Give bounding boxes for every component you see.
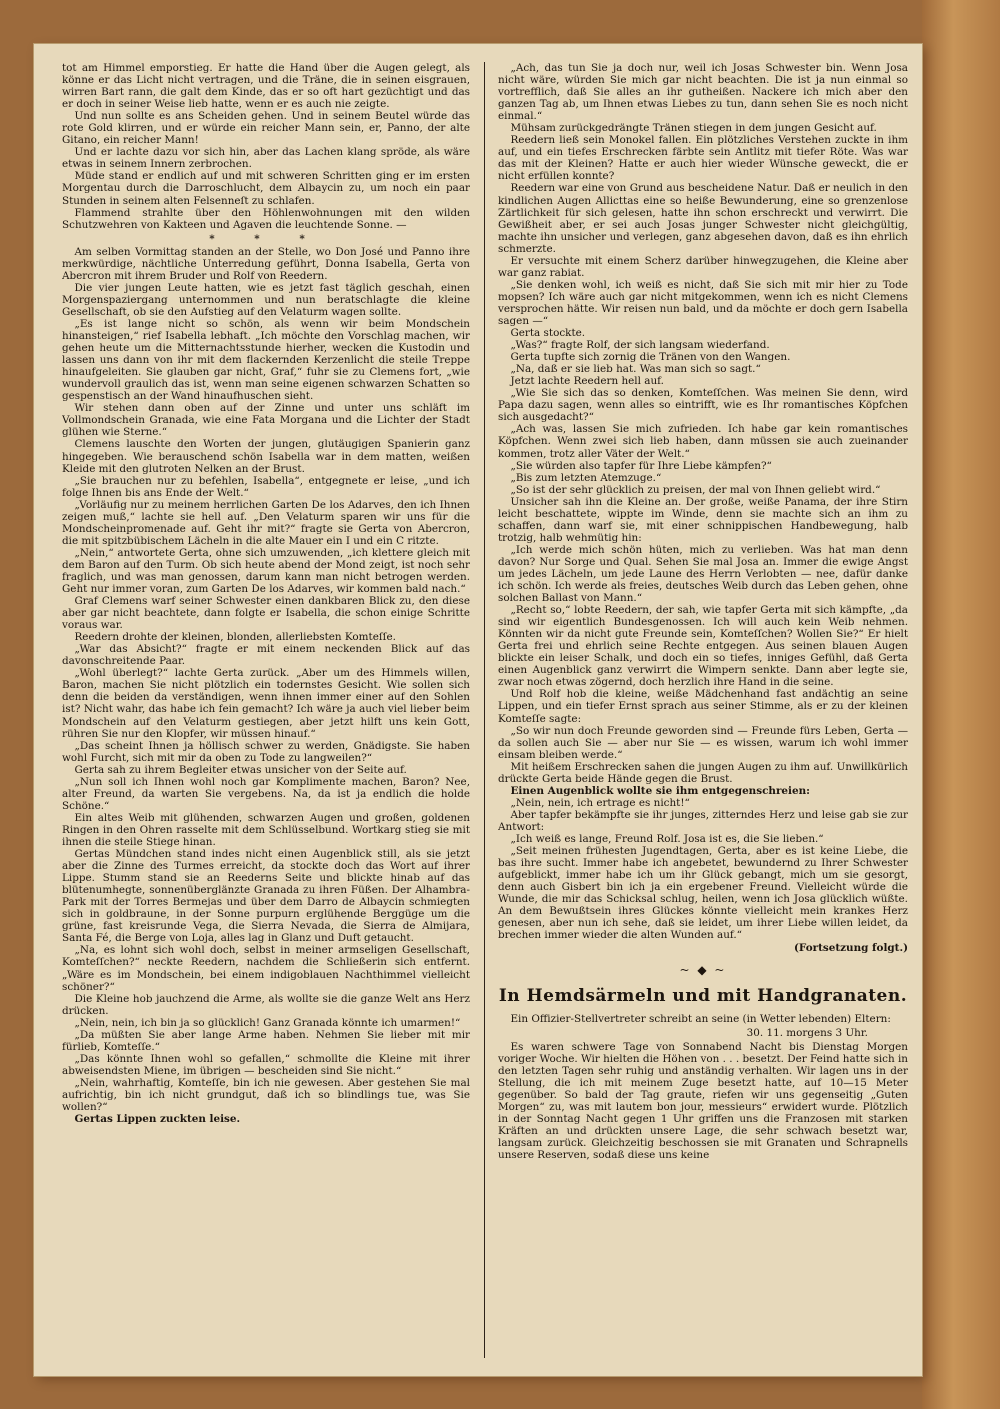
paragraph: „Das könnte Ihnen wohl so gefallen,“ schmollte die Kleine mit ihrer abweisendsten Miene, im übrigen — bescheiden sind Sie nicht.“	[62, 1052, 470, 1077]
paragraph: Und nun sollte es ans Scheiden gehen. Und in seinem Beutel würde das rote Gold klirren, und er würde ein reicher Mann sein, er, Panno, der alte Gitano, ein reicher Mann!	[62, 110, 470, 147]
paragraph: „Nun soll ich Ihnen wohl noch gar Komplimente machen, Baron? Nee, alter Freund, da warten Sie vergebens. Na, da ist ja endlich die holde Schöne.“	[62, 775, 470, 812]
paragraph: Unsicher sah ihn die Kleine an. Der große, weiße Panama, der ihre Stirn leicht beschattete, wippte im Winde, denn sie machte sich an ihm zu schaffen, dann warf sie, mit einer schnippischen Handbewegung, halb trotzig, halb wehmütig hin:	[498, 495, 908, 544]
paragraph: Graf Clemens warf seiner Schwester einen dankbaren Blick zu, den diese aber gar nicht beachtete, dann folgte er Isabella, die schon einige Schritte voraus war.	[62, 595, 470, 632]
paragraph: „So wir nun doch Freunde geworden sind — Freunde fürs Leben, Gerta — da sollen auch Sie — aber nur Sie — es wissen, warum ich wohl immer einsam bleiben werde.“	[498, 724, 908, 761]
paragraph: tot am Himmel emporstieg. Er hatte die Hand über die Augen gelegt, als könne er das Licht nicht vertragen, und die Träne, die in seinen eisgrauen, wirren Bart rann, die galt dem Kinde, das er so oft hart gezüchtigt und das er doch in seiner Weise lieb hatte, wenn er es auch nie zeigte.	[62, 62, 470, 111]
article-dateline: 30. 11. morgens 3 Uhr.	[746, 1026, 868, 1039]
paragraph: „Sie brauchen nur zu befehlen, Isabella“, entgegnete er leise, „und ich folge Ihnen bis ans Ende der Welt.“	[62, 474, 470, 499]
paragraph: Am selben Vormittag standen an der Stelle, wo Don José und Panno ihre merkwürdige, nächtliche Unterredung geführt, Donna Isabella, Gerta von Abercron mit ihrem Bruder und Rolf von Reedern.	[62, 245, 470, 282]
continuation-note: (Fortsetzung folgt.)	[793, 942, 908, 955]
paragraph: Die vier jungen Leute hatten, wie es jetzt fast täglich geschah, einen Morgenspaziergang unternommen und nun beratschlagte die kleine Gesellschaft, ob sie den Aufstieg auf den Velaturm wagen sollte.	[62, 281, 470, 318]
article-headline: In Hemdsärmeln und mit Handgranaten.	[498, 985, 908, 1006]
paragraph: „Wie Sie sich das so denken, Komteſſchen. Was meinen Sie denn, wird Papa dazu sagen, wenn alles so eintrifft, wie es Ihr romantisches Köpfchen sich ausgedacht?“	[498, 387, 908, 424]
paragraph: Clemens lauschte den Worten der jungen, glutäugigen Spanierin ganz hingegeben. Wie berauschend schön Isabella war in dem matten, weißen Kleide mit den glutroten Nelken an der Brust.	[62, 438, 470, 475]
section-ornament: ~ ◆ ~	[679, 963, 727, 978]
paragraph: Reedern ließ sein Monokel fallen. Ein plötzliches Verstehen zuckte in ihm auf, und ein tiefes Erschrecken färbte sein Antlitz mit tiefer Röte. Was war das mit der Kleinen? Hatte er auch hier wieder Wünsche geweckt, die er nicht erfüllen konnte?	[498, 134, 908, 183]
paragraph: Er versuchte mit einem Scherz darüber hinwegzugehen, die Kleine aber war ganz rabiat.	[498, 254, 908, 279]
paragraph: Gerta stockte.	[510, 327, 586, 340]
paragraph: „Ach, das tun Sie ja doch nur, weil ich Josas Schwester bin. Wenn Josa nicht wäre, würden Sie mich gar nicht beachten. Die ist ja nun einmal so vortrefflich, daß Sie alles an ihr gutheißen. Nackere ich mich aber den ganzen Tag ab, um Ihnen etwas Liebes zu tun, dann sehen Sie es noch nicht einmal.“	[498, 62, 908, 123]
paragraph: „Das scheint Ihnen ja höllisch schwer zu werden, Gnädigste. Sie haben wohl Furcht, sich mit mir da oben zu Tode zu langweilen?“	[62, 739, 470, 764]
paragraph: „Sie würden also tapfer für Ihre Liebe kämpfen?“	[510, 459, 772, 472]
paragraph: „Na, es lohnt sich wohl doch, selbst in meiner armseligen Gesellschaft, Komteſſchen?“ neckte Reedern, nachdem die Schließerin sich entfernt. „Wäre es im Mondschein, bei einem indigoblauen Nachthimmel vielleicht schöner?“	[62, 944, 470, 993]
paragraph: „Nein, nein, ich bin ja so glücklich! Ganz Granada könnte ich umarmen!“	[74, 1016, 461, 1029]
paragraph: „Nein, nein, ich ertrage es nicht!“	[510, 796, 690, 809]
paragraph: Gerta sah zu ihrem Begleiter etwas unsicher von der Seite auf.	[74, 763, 407, 776]
paragraph: Und er lachte dazu vor sich hin, aber das Lachen klang spröde, als wäre etwas in seinem Innern zerbrochen.	[62, 146, 470, 171]
paragraph: „Wohl überlegt?“ lachte Gerta zurück. „Aber um des Himmels willen, Baron, machen Sie nicht plötzlich ein todernstes Gesicht. Wie sollen sich denn die beiden da verständigen, wenn ihnen immer einer auf den Sohlen ist? Nicht wahr, das habe ich fein gemacht? Ich wäre ja auch viel lieber beim Mondschein auf den Velaturm gestiegen, aber jetzt hilft uns kein Gott, rühren Sie nur den Klopfer, wir müssen hinauf.“	[62, 667, 470, 740]
paragraph: Reedern drohte der kleinen, blonden, allerliebsten Komteſſe.	[74, 631, 396, 644]
column-divider	[484, 62, 485, 1358]
paragraph: „Ach was, lassen Sie mich zufrieden. Ich habe gar kein romantisches Köpfchen. Wenn zwei sich lieb haben, dann müssen sie auch zueinander kommen, trotz aller Väter der Welt.“	[498, 423, 908, 460]
paragraph: „Vorläufig nur zu meinem herrlichen Garten De los Adarves, den ich Ihnen zeigen muß,“ lachte sie hell auf. „Den Velaturm sparen wir uns für die Mondscheinpromenade auf. Geht ihr mit?“ fragte sie Gerta von Abercron, die mit spitzbübischem Lächeln in die alte Mauer ein I und ein C ritzte.	[62, 498, 470, 547]
paragraph: Und Rolf hob die kleine, weiße Mädchenhand fast andächtig an seine Lippen, und ein tiefer Ernst sprach aus seiner Stimme, als er zu der kleinen Komteſſe sagte:	[498, 688, 908, 725]
paragraph: Mühsam zurückgedrängte Tränen stiegen in dem jungen Gesicht auf.	[510, 122, 877, 135]
paragraph: Einen Augenblick wollte sie ihm entgegenschreien:	[510, 784, 810, 797]
paragraph: Gertas Mündchen stand indes nicht einen Augenblick still, als sie jetzt aber die Zinne des Turmes erreicht, da stockte doch das Wort auf ihrer Lippe. Stumm stand sie an Reederns Seite und blickte hinab auf das blütenumhegte, sonnenüberglänzte Granada zu ihren Füßen. Der Alhambra-Park mit der Torres Bermejas und über dem Darro de Albaycin schmiegten sich in goldbraune, in der Sonne purpurn erglühende Berggüge um die grüne, fast kreisrunde Vega, die Sierra Nevada, die Sierra de Almijara, Santa Fé, die Berge von Loja, alles lag in Glanz und Duft getaucht.	[62, 848, 470, 945]
paragraph: „Nein,“ antwortete Gerta, ohne sich umzuwenden, „ich klettere gleich mit dem Baron auf den Turm. Ob sich heute abend der Mond zeigt, ist noch sehr fraglich, und was man genossen, darum kann man nicht betrogen werden. Geht nur immer voran, zum Garten De los Adarves, wir kommen bald nach.“	[62, 546, 470, 596]
paragraph: „Da müßten Sie aber lange Arme haben. Nehmen Sie lieber mit mir fürlieb, Komteſſe.“	[62, 1028, 470, 1053]
paragraph: Gertas Lippen zuckten leise.	[74, 1113, 241, 1126]
paragraph: „Bis zum letzten Atemzuge.“	[510, 471, 662, 484]
newspaper-page	[34, 44, 922, 1376]
paragraph: Gerta tupfte sich zornig die Tränen von den Wangen.	[510, 351, 791, 364]
paragraph: „Seit meinen frühesten Jugendtagen, Gerta, aber es ist keine Liebe, die bas ihre sucht. Immer habe ich angebetet, bewundernd zu Ihrer Schwester aufgeblickt, immer habe ich um ihr Glück gebangt, mich um sie gesorgt, denn auch Gisbert bin ich ja ein ergebener Freund. Vielleicht würde die Wunde, die mir das Schicksal schlug, heilen, wenn ich Josa glücklich wüßte. An dem Bewußtsein ihres Glückes könnte vielleicht mein krankes Herz genesen, aber nun ich sehe, daß sie leidet, um ihrer Liebe willen leidet, da brechen immer wieder die alten Wunden auf.“	[498, 845, 908, 942]
paragraph: Müde stand er endlich auf und mit schweren Schritten ging er im ersten Morgentau durch die Darroschlucht, dem Albaycin zu, um noch ein paar Stunden in seinem alten Felsenneſt zu schlafen.	[62, 170, 470, 207]
paragraph: „Sie denken wohl, ich weiß es nicht, daß Sie sich mit mir hier zu Tode mopsen? Ich wäre auch gar nicht mitgekommen, wenn ich es nicht Clemens versprochen hätte. Wir reisen nun bald, und da möchte er doch gern Isabella sagen —“	[498, 278, 908, 327]
right-column	[498, 62, 908, 1358]
paragraph: „Es ist lange nicht so schön, als wenn wir beim Mondschein hinansteigen,“ rief Isabella lebhaft. „Ich möchte den Vorschlag machen, wir gehen heute um die Mitternachtsstunde hierher, wecken die Kustodin und lassen uns dann von ihr mit dem flackernden Kerzenlicht die steile Treppe hinaufgeleiten. Sie glauben gar nicht, Graf,“ fuhr sie zu Clemens fort, „wie wundervoll graulich das ist, wenn man seine eigenen schwarzen Schatten so gespenstisch an der Wand hinaufhuschen sieht.	[62, 317, 470, 403]
paragraph: Aber tapfer bekämpfte sie ihr junges, zitterndes Herz und leise gab sie zur Antwort:	[498, 808, 908, 833]
paragraph: Flammend strahlte über den Höhlenwohnungen mit den wilden Schutzwehren von Kakteen und Agaven die leuchtende Sonne. —	[62, 206, 470, 231]
paragraph: „Recht so,“ lobte Reedern, der sah, wie tapfer Gerta mit sich kämpfte, „da sind wir eigentlich Bundesgenossen. Ich will auch kein Weib nehmen. Könnten wir da nicht gute Freunde sein, Komteſſchen? Wollen Sie?“ Er hielt Gerta frei und ehrlich seine Rechte entgegen. Aus seinen blauen Augen blickte ein leiser Schalk, und doch ein so tiefes, inniges Gefühl, daß Gerta einen Augenblick ganz verwirrt die Wimpern senkte. Dann aber legte sie, zwar noch etwas zögernd, doch herzlich ihre Hand in die seine.	[498, 604, 908, 689]
paragraph: Die Kleine hob jauchzend die Arme, als wollte sie die ganze Welt ans Herz drücken.	[62, 992, 470, 1017]
paragraph: „Na, daß er sie lieb hat. Was man sich so sagt.“	[510, 363, 761, 376]
paragraph: Reedern war eine von Grund aus bescheidene Natur. Daß er neulich in den kindlichen Augen Allicttas eine so heiße Bewunderung, eine so grenzenlose Zärtlichkeit für sich gelesen, hatte ihn schon erschreckt und verwirrt. Die Gewißheit aber, er sei auch Josas junger Schwester nicht gleichgültig, machte ihn unsicher und verlegen, ganz abgesehen davon, daß es ihn ehrlich schmerzte.	[498, 182, 908, 255]
left-column	[62, 62, 470, 1358]
paragraph: Wir stehen dann oben auf der Zinne und unter uns schläft im Vollmondschein Granada, wie eine Fata Morgana und die Lichter der Stadt glühen wie Sterne.“	[62, 402, 470, 439]
paragraph: „Nein, wahrhaftig, Komteſſe, bin ich nie gewesen. Aber gestehen Sie mal aufrichtig, bin ich nicht grundgut, daß ich so blindlings tue, was Sie wollen?“	[62, 1076, 470, 1114]
paragraph: „So ist der sehr glücklich zu preisen, der mal von Ihnen geliebt wird.“	[510, 483, 881, 496]
paragraph: „Ich weiß es lange, Freund Rolf. Josa ist es, die Sie lieben.“	[510, 833, 824, 845]
article-body: Es waren schwere Tage von Sonnabend Nacht bis Dienstag Morgen voriger Woche. Wir hielten die Höhen von . . . besetzt. Der Feind hatte sich in den letzten Tagen sehr ruhig und anständig verhalten. Wir lagen uns in der Stellung, die ich mit meinem Zuge besetzt hatte, auf 10—15 Meter gegenüber. So bald der Tag graute, riefen wir uns gegenseitig „Guten Morgen“ zu, was mit lautem bon jour, messieurs“ erwidert wurde. Plötzlich in der Sonntag Nacht gegen 1 Uhr griffen uns die Franzosen mit starken Kräften an und drückten unsere Lage, die sehr schwach besetzt war, langsam zurück. Gleichzeitig beschossen sie mit Granaten und Schrapnells unsere Reserven, sodaß diese uns keine	[498, 1040, 908, 1162]
paragraph: Mit heißem Erschrecken sahen die jungen Augen zu ihm auf. Unwillkürlich drückte Gerta beide Hände gegen die Brust.	[498, 760, 908, 785]
scan-edge	[922, 0, 1000, 1409]
paragraph: „War das Absicht?“ fragte er mit einem neckenden Blick auf das davonschreitende Paar.	[62, 643, 470, 668]
paragraph: Ein altes Weib mit glühenden, schwarzen Augen und großen, goldenen Ringen in den Ohren rasselte mit dem Schlüsselbund. Wortkarg stieg sie mit ihnen die steile Stiege hinan.	[62, 811, 470, 848]
article-intro: Ein Offizier-Stellvertreter schreibt an seine (in Wetter lebenden) Eltern:	[510, 1012, 891, 1025]
section-separator: * * *	[209, 232, 323, 245]
paragraph: Jetzt lachte Reedern hell auf.	[510, 375, 664, 388]
paragraph: „Was?“ fragte Rolf, der sich langsam wiederfand.	[510, 339, 770, 352]
paragraph: „Ich werde mich schön hüten, mich zu verlieben. Was hat man denn davon? Nur Sorge und Qual. Sehen Sie mal Josa an. Immer die ewige Angst um jedes Lächeln, um jede Laune des Herrn Verlobten — nee, dafür danke ich schön. Ich werde als freies, deutsches Weib durch das Leben gehen, ohne solchen Ballast von Mann.“	[498, 543, 908, 605]
